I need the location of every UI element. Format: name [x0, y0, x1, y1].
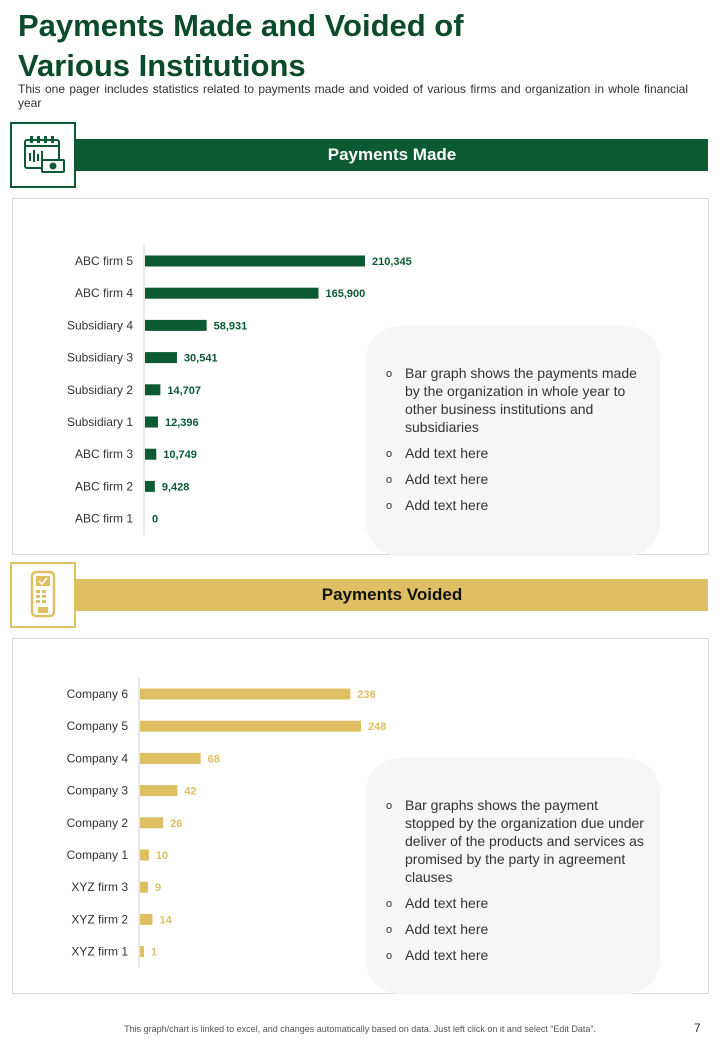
voided-bar — [140, 946, 144, 957]
made-value-label: 12,396 — [164, 417, 199, 429]
note-item: o Add text here — [386, 894, 648, 912]
voided-value-label: 9 — [155, 882, 162, 895]
made-category-label: Subsidiary 2 — [66, 382, 133, 397]
voided-value-label: 1 — [151, 946, 158, 959]
made-category-label: Subsidiary 3 — [66, 350, 133, 365]
voided-bar — [140, 882, 148, 893]
made-value-label: 165,900 — [325, 288, 366, 301]
made-category-label: ABC firm 5 — [74, 254, 133, 268]
voided-bar — [140, 785, 177, 796]
voided-value-label: 248 — [368, 721, 387, 734]
note-item: o Add text here — [386, 444, 648, 462]
voided-category-label: Company 4 — [66, 751, 128, 766]
made-category-label: Subsidiary 1 — [66, 415, 133, 429]
voided-bar — [140, 753, 201, 764]
page-title-line-1: Payments Made and Voided of — [18, 8, 464, 43]
made-category-label: Subsidiary 4 — [66, 318, 133, 333]
made-value-label: 14,707 — [167, 384, 202, 397]
voided-value-label: 26 — [170, 817, 183, 830]
made-value-label: 10,749 — [163, 449, 197, 462]
note-item: o Add text here — [386, 470, 648, 488]
made-category-label: ABC firm 3 — [74, 447, 133, 462]
voided-category-label: Company 3 — [66, 783, 128, 798]
voided-bar — [140, 850, 149, 861]
voided-category-label: XYZ firm 1 — [71, 944, 128, 959]
voided-category-label: Company 5 — [66, 719, 128, 734]
voided-bar — [140, 689, 350, 700]
voided-bar — [140, 721, 361, 732]
voided-value-label: 236 — [357, 689, 376, 701]
voided-bar — [140, 817, 163, 828]
note-item: o Add text here — [386, 946, 648, 964]
made-value-label: 58,931 — [213, 320, 248, 333]
note-item: o Add text here — [386, 920, 648, 938]
voided-bar — [140, 914, 152, 925]
payments-made-header: Payments Made — [76, 139, 708, 171]
page-subtitle: This one pager includes statistics related to payments made and voided of various firms and organization in whole financial year — [18, 82, 688, 110]
note-item: o Bar graph shows the payments made by the organization in whole year to other business institutions and subsidiaries — [386, 364, 648, 436]
note-item: o Add text here — [386, 496, 648, 514]
voided-category-label: Company 2 — [66, 815, 128, 830]
voided-value-label: 68 — [207, 753, 220, 766]
made-value-label: 0 — [152, 513, 159, 526]
voided-category-label: XYZ firm 3 — [71, 880, 128, 895]
voided-category-label: Company 6 — [66, 687, 128, 701]
voided-value-label: 14 — [159, 914, 172, 927]
made-value-label: 9,428 — [161, 481, 190, 494]
payments-voided-header: Payments Voided — [76, 579, 708, 611]
made-category-label: ABC firm 2 — [74, 479, 133, 494]
voided-value-label: 10 — [155, 850, 169, 862]
made-value-label: 210,345 — [372, 256, 412, 268]
footer-note: This graph/chart is linked to excel, and changes automatically based on data. Just left click on it and select “Edit Data”. — [124, 1024, 596, 1034]
made-category-label: ABC firm 1 — [74, 511, 133, 526]
voided-category-label: XYZ firm 2 — [71, 912, 128, 927]
note-item: o Bar graphs shows the payment stopped by the organization due under deliver of the products and services as promised by the party in agreement clauses — [386, 796, 648, 886]
made-value-label: 30,541 — [183, 352, 218, 365]
payments-voided-notes — [366, 758, 660, 994]
page-number: 7 — [694, 1021, 701, 1035]
voided-category-label: Company 1 — [66, 848, 128, 862]
page-title-line-2: Various Institutions — [18, 48, 306, 83]
made-category-label: ABC firm 4 — [74, 286, 133, 301]
voided-value-label: 42 — [184, 785, 197, 798]
